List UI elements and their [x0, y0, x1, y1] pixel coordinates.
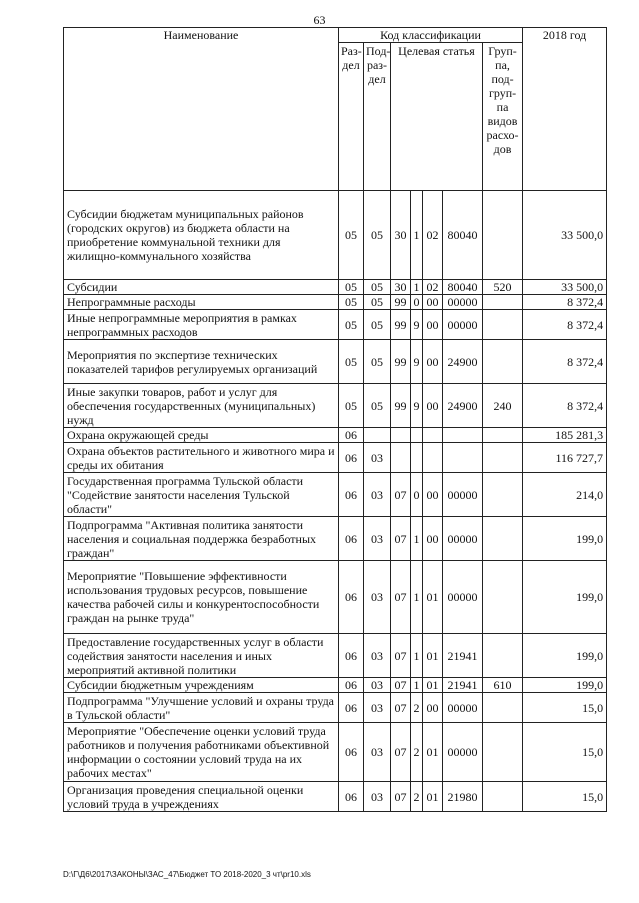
cell-pr: 03 [364, 473, 391, 517]
cell-name: Субсидии бюджетным учреждениям [64, 678, 339, 693]
table-row [64, 443, 607, 473]
cell-name: Мероприятие "Повышение эффективности использования трудовых ресурсов, повышение качества рабочей силы и конкурентоспособности граждан на рынке труда" [64, 561, 339, 634]
cell-pr: 03 [364, 561, 391, 634]
cell-t1: 99 [391, 295, 411, 310]
cell-pr: 05 [364, 295, 391, 310]
cell-r: 06 [339, 634, 364, 678]
cell-r: 05 [339, 310, 364, 340]
cell-t3: 00 [423, 295, 443, 310]
cell-t4: 21941 [443, 634, 483, 678]
cell-t4 [443, 428, 483, 443]
col-header-target: Целевая статья [391, 43, 483, 191]
cell-name: Иные закупки товаров, работ и услуг для обеспечения государственных (муниципальных) нужд [64, 384, 339, 428]
cell-amt: 33 500,0 [523, 280, 607, 295]
cell-t3: 00 [423, 473, 443, 517]
cell-name: Охрана объектов растительного и животного мира и среды их обитания [64, 443, 339, 473]
cell-t4: 21941 [443, 678, 483, 693]
cell-g [483, 723, 523, 782]
cell-pr: 05 [364, 340, 391, 384]
cell-t1: 07 [391, 517, 411, 561]
cell-name: Субсидии бюджетам муниципальных районов (городских округов) из бюджета области на приобретение коммунальной техники для жилищно-коммунального хозяйства [64, 191, 339, 280]
cell-name: Охрана окружающей среды [64, 428, 339, 443]
cell-t4: 00000 [443, 295, 483, 310]
cell-r: 06 [339, 678, 364, 693]
cell-name: Подпрограмма "Улучшение условий и охраны труда в Тульской области" [64, 693, 339, 723]
cell-name: Субсидии [64, 280, 339, 295]
cell-t2: 2 [411, 693, 423, 723]
cell-t3: 02 [423, 191, 443, 280]
cell-r: 06 [339, 782, 364, 812]
cell-t1: 99 [391, 384, 411, 428]
cell-t2: 9 [411, 310, 423, 340]
col-header-year: 2018 год [523, 28, 607, 191]
cell-r: 06 [339, 723, 364, 782]
cell-g [483, 634, 523, 678]
cell-pr: 03 [364, 693, 391, 723]
cell-t2: 1 [411, 280, 423, 295]
cell-t2 [411, 443, 423, 473]
table-row [64, 678, 607, 693]
cell-amt: 199,0 [523, 678, 607, 693]
cell-r: 06 [339, 561, 364, 634]
cell-t3: 01 [423, 723, 443, 782]
file-path-footer: D:\Г\Д6\2017\ЗАКОНЫ\ЗАС_47\Бюджет ТО 2018-2020_3 чт\pr10.xls [63, 870, 311, 879]
cell-t4: 00000 [443, 723, 483, 782]
cell-name: Государственная программа Тульской области "Содействие занятости населения Тульской области" [64, 473, 339, 517]
cell-pr: 03 [364, 723, 391, 782]
cell-pr [364, 428, 391, 443]
cell-t3: 02 [423, 280, 443, 295]
cell-t2: 9 [411, 384, 423, 428]
cell-r: 06 [339, 443, 364, 473]
table-row [64, 473, 607, 517]
budget-table [63, 27, 607, 812]
cell-amt: 8 372,4 [523, 310, 607, 340]
cell-amt: 185 281,3 [523, 428, 607, 443]
cell-pr: 03 [364, 443, 391, 473]
cell-t1: 07 [391, 473, 411, 517]
cell-t3: 00 [423, 517, 443, 561]
cell-amt: 15,0 [523, 782, 607, 812]
cell-g: 520 [483, 280, 523, 295]
table-row [64, 191, 607, 280]
cell-t3 [423, 428, 443, 443]
cell-name: Мероприятия по экспертизе технических показателей тарифов регулируемых организаций [64, 340, 339, 384]
cell-t1: 07 [391, 723, 411, 782]
table-row [64, 384, 607, 428]
page-number: 63 [313, 13, 326, 27]
cell-pr: 03 [364, 634, 391, 678]
cell-r: 05 [339, 295, 364, 310]
cell-t4: 00000 [443, 310, 483, 340]
cell-t4: 21980 [443, 782, 483, 812]
table-row [64, 782, 607, 812]
cell-t2: 1 [411, 561, 423, 634]
cell-t1: 07 [391, 693, 411, 723]
cell-t3: 00 [423, 693, 443, 723]
cell-t1: 30 [391, 280, 411, 295]
table-row [64, 693, 607, 723]
cell-amt: 199,0 [523, 634, 607, 678]
cell-name: Непрограммные расходы [64, 295, 339, 310]
cell-t3: 00 [423, 384, 443, 428]
cell-t4 [443, 443, 483, 473]
cell-r: 06 [339, 517, 364, 561]
cell-r: 06 [339, 693, 364, 723]
col-header-name: Наименование [64, 28, 339, 191]
cell-t3: 00 [423, 340, 443, 384]
cell-t3: 01 [423, 634, 443, 678]
cell-amt: 33 500,0 [523, 191, 607, 280]
col-header-classification: Код классификации [339, 28, 523, 43]
cell-t3 [423, 443, 443, 473]
cell-t1: 07 [391, 561, 411, 634]
cell-amt: 8 372,4 [523, 295, 607, 310]
cell-amt: 8 372,4 [523, 384, 607, 428]
cell-amt: 8 372,4 [523, 340, 607, 384]
col-header-podrazdel: Под-раз-дел [364, 43, 391, 191]
cell-g [483, 295, 523, 310]
cell-t2: 2 [411, 723, 423, 782]
cell-t3: 00 [423, 310, 443, 340]
cell-t4: 24900 [443, 340, 483, 384]
cell-t1: 99 [391, 310, 411, 340]
cell-t1: 07 [391, 782, 411, 812]
cell-t3: 01 [423, 782, 443, 812]
cell-g [483, 473, 523, 517]
cell-pr: 03 [364, 517, 391, 561]
cell-t1 [391, 428, 411, 443]
cell-amt: 116 727,7 [523, 443, 607, 473]
cell-g [483, 310, 523, 340]
cell-t2: 1 [411, 517, 423, 561]
table-row [64, 295, 607, 310]
cell-t2: 0 [411, 473, 423, 517]
cell-name: Организация проведения специальной оценки условий труда в учреждениях [64, 782, 339, 812]
table-row [64, 280, 607, 295]
cell-t2: 2 [411, 782, 423, 812]
cell-t4: 00000 [443, 517, 483, 561]
cell-t4: 80040 [443, 191, 483, 280]
cell-g: 610 [483, 678, 523, 693]
cell-t1: 99 [391, 340, 411, 384]
cell-t1 [391, 443, 411, 473]
table-row [64, 723, 607, 782]
table-row [64, 428, 607, 443]
table-row [64, 340, 607, 384]
cell-g [483, 443, 523, 473]
cell-amt: 199,0 [523, 517, 607, 561]
cell-t1: 07 [391, 634, 411, 678]
cell-name: Мероприятие "Обеспечение оценки условий труда работников и получения работниками объективной информации о состоянии условий труда на их рабочих местах" [64, 723, 339, 782]
cell-pr: 05 [364, 384, 391, 428]
cell-amt: 199,0 [523, 561, 607, 634]
cell-t2 [411, 428, 423, 443]
cell-pr: 03 [364, 678, 391, 693]
cell-g [483, 340, 523, 384]
cell-pr: 05 [364, 310, 391, 340]
cell-t4: 80040 [443, 280, 483, 295]
cell-g [483, 782, 523, 812]
cell-t3: 01 [423, 561, 443, 634]
cell-g [483, 561, 523, 634]
cell-pr: 03 [364, 782, 391, 812]
cell-name: Иные непрограммные мероприятия в рамках непрограммных расходов [64, 310, 339, 340]
cell-t2: 9 [411, 340, 423, 384]
cell-t2: 0 [411, 295, 423, 310]
cell-t2: 1 [411, 634, 423, 678]
cell-r: 06 [339, 473, 364, 517]
table-row [64, 310, 607, 340]
cell-pr: 05 [364, 280, 391, 295]
cell-name: Подпрограмма "Активная политика занятости населения и социальная поддержка безработных граждан" [64, 517, 339, 561]
cell-t2: 1 [411, 678, 423, 693]
cell-r: 05 [339, 280, 364, 295]
cell-g [483, 428, 523, 443]
cell-t1: 30 [391, 191, 411, 280]
cell-t1: 07 [391, 678, 411, 693]
cell-t4: 00000 [443, 693, 483, 723]
cell-t3: 01 [423, 678, 443, 693]
cell-g [483, 693, 523, 723]
table-row [64, 561, 607, 634]
cell-t4: 00000 [443, 473, 483, 517]
cell-r: 06 [339, 428, 364, 443]
cell-r: 05 [339, 384, 364, 428]
cell-g: 240 [483, 384, 523, 428]
cell-g [483, 517, 523, 561]
col-header-razdel: Раз-дел [339, 43, 364, 191]
cell-r: 05 [339, 191, 364, 280]
cell-pr: 05 [364, 191, 391, 280]
cell-r: 05 [339, 340, 364, 384]
cell-amt: 15,0 [523, 693, 607, 723]
cell-t4: 24900 [443, 384, 483, 428]
cell-g [483, 191, 523, 280]
table-row [64, 634, 607, 678]
col-header-group: Груп-па, под-груп-па видов расхо-дов [483, 43, 523, 191]
cell-name: Предоставление государственных услуг в области содействия занятости населения и иных мероприятий активной политики [64, 634, 339, 678]
cell-amt: 214,0 [523, 473, 607, 517]
cell-t4: 00000 [443, 561, 483, 634]
table-row [64, 517, 607, 561]
cell-amt: 15,0 [523, 723, 607, 782]
cell-t2: 1 [411, 191, 423, 280]
